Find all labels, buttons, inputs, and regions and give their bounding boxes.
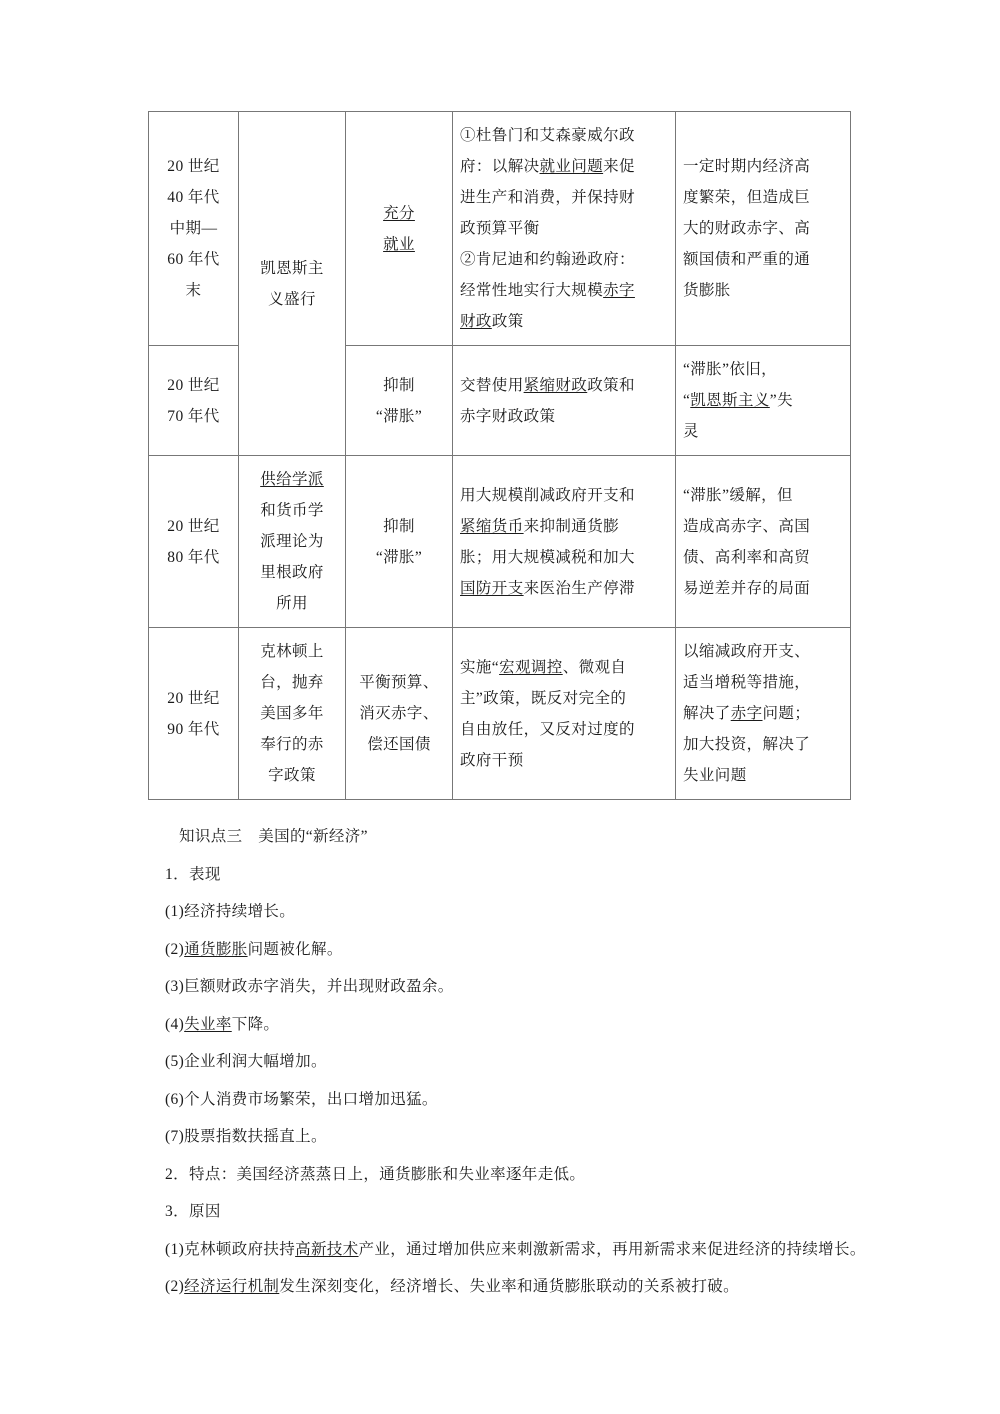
result-line: 适当增税等措施，: [683, 674, 811, 691]
list-item: (4)失业率下降。: [165, 1015, 280, 1033]
section-2: 2．特点：美国经济蒸蒸日上，通货膨胀和失业率逐年走低。: [165, 1165, 586, 1183]
result-line: 度繁荣，但造成巨: [683, 189, 811, 206]
list-item: (1)经济持续增长。: [165, 903, 296, 920]
theory-line: 字政策: [268, 767, 316, 784]
period-line: 末: [185, 282, 202, 299]
period-line: 中期—: [169, 220, 218, 237]
measure-line: 胀；用大规模减税和加大: [460, 548, 635, 566]
list-item: (1)克林顿政府扶持高新技术产业，通过增加供应来刺激新需求，再用新需求来促进经济的持续增长。: [165, 1240, 866, 1258]
result-line: 灵: [683, 423, 699, 440]
measure-line: 实施“宏观调控、微观自: [460, 658, 627, 676]
theory-line: 所用: [276, 595, 308, 612]
cell-goal-balanced-budget: [346, 628, 453, 800]
period-line: 20 世纪: [167, 158, 220, 175]
us-economic-policy-table: [148, 111, 851, 800]
result-line: 一定时期内经济高: [683, 158, 811, 175]
cell-measure-1990s: [453, 628, 676, 800]
theory-line: 里根政府: [260, 564, 324, 581]
measure-line: 政府干预: [460, 751, 524, 769]
measure-line: 交替使用紧缩财政政策和: [460, 376, 635, 394]
cell-period-1990s: [149, 628, 239, 800]
result-line: 以缩减政府开支、: [683, 643, 811, 660]
result-line: 解决了赤字问题；: [683, 705, 811, 722]
cell-measure-1970s: [453, 346, 676, 456]
list-item: (2)通货膨胀问题被化解。: [165, 940, 343, 958]
cell-result-1990s: [676, 628, 851, 800]
goal-line: 消灭赤字、: [359, 705, 439, 722]
result-line: 额国债和严重的通: [683, 251, 811, 268]
theory-line: 派理论为: [260, 533, 324, 550]
theory-line-underlined: 供给学派: [260, 471, 324, 488]
theory-line: 义盛行: [268, 290, 316, 308]
cell-goal-curb-stagflation-80s: [346, 456, 453, 628]
goal-line: 抑制: [383, 517, 415, 535]
result-line: “凯恩斯主义”失: [683, 392, 793, 409]
section-1-title: 1．表现: [165, 865, 221, 883]
measure-line: 自由放任，又反对过度的: [460, 720, 635, 738]
measure-line: 政预算平衡: [460, 220, 540, 237]
measure-line: 国防开支来医治生产停滞: [460, 579, 635, 597]
section-3-title: 3．原因: [165, 1203, 221, 1220]
goal-line: “滞胀”: [375, 548, 423, 566]
list-item: (2)经济运行机制发生深刻变化，经济增长、失业率和通货膨胀联动的关系被打破。: [165, 1278, 739, 1295]
period-line: 80 年代: [167, 548, 220, 566]
theory-line: 美国多年: [260, 705, 324, 722]
measure-line: 主”政策，既反对完全的: [460, 689, 627, 707]
measure-line: 财政政策: [460, 313, 524, 330]
theory-line: 凯恩斯主: [260, 259, 324, 277]
goal-line-underlined: 就业: [383, 235, 415, 253]
theory-line: 台，抛弃: [260, 674, 324, 691]
measure-line: 府：以解决就业问题来促: [460, 158, 635, 175]
goal-line: 抑制: [383, 376, 415, 394]
cell-period-1970s: [149, 346, 239, 456]
result-line: 债、高利率和高贸: [683, 548, 811, 566]
theory-line: 和货币学: [260, 502, 324, 519]
theory-line: 克林顿上: [260, 643, 324, 660]
measure-line: 赤字财政政策: [460, 407, 556, 425]
cell-theory-supply-side: [239, 456, 346, 628]
list-item: (7)股票指数扶摇直上。: [165, 1128, 327, 1145]
cell-period-1980s: [149, 456, 239, 628]
period-line: 70 年代: [167, 407, 220, 425]
period-line: 40 年代: [167, 189, 220, 206]
measure-line: 进生产和消费，并保持财: [460, 189, 635, 206]
period-line: 90 年代: [167, 720, 220, 738]
measure-line: 经常性地实行大规模赤字: [460, 282, 635, 299]
goal-line: 平衡预算、: [359, 674, 439, 691]
goal-line: “滞胀”: [375, 407, 423, 425]
cell-goal-curb-stagflation-70s: [346, 346, 453, 456]
table-row: [149, 456, 851, 628]
measure-line: ②肯尼迪和约翰逊政府：: [460, 251, 635, 268]
goal-line: 偿还国债: [367, 736, 431, 753]
result-line: 易逆差并存的局面: [683, 579, 811, 597]
measure-line: 用大规模削减政府开支和: [460, 486, 635, 504]
list-item: (5)企业利润大幅增加。: [165, 1053, 327, 1070]
result-line: 失业问题: [683, 767, 747, 784]
cell-goal-full-employment: [346, 112, 453, 346]
table-row: [149, 628, 851, 800]
theory-line: 奉行的赤: [260, 736, 324, 753]
cell-theory-clinton: [239, 628, 346, 800]
cell-result-1980s: [676, 456, 851, 628]
result-line: “滞胀”依旧，: [683, 361, 778, 378]
period-line: 20 世纪: [167, 517, 220, 535]
cell-measure-1940s: [453, 112, 676, 346]
cell-period-1940s: [149, 112, 239, 346]
period-line: 60 年代: [167, 251, 220, 268]
goal-line-underlined: 充分: [383, 204, 415, 222]
measure-line: 紧缩货币来抑制通货膨: [460, 517, 620, 535]
section-heading: 知识点三 美国的“新经济”: [179, 828, 368, 845]
cell-theory-keynesian: [239, 112, 346, 456]
list-item: (3)巨额财政赤字消失，并出现财政盈余。: [165, 978, 454, 995]
period-line: 20 世纪: [167, 376, 220, 394]
result-line: 加大投资，解决了: [683, 736, 811, 753]
period-line: 20 世纪: [167, 689, 220, 707]
cell-measure-1980s: [453, 456, 676, 628]
result-line: “滞胀”缓解，但: [683, 486, 793, 504]
cell-result-1970s: [676, 346, 851, 456]
table-row: [149, 112, 851, 346]
result-line: 大的财政赤字、高: [683, 220, 811, 237]
cell-result-1940s: [676, 112, 851, 346]
list-item: (6)个人消费市场繁荣，出口增加迅猛。: [165, 1090, 438, 1108]
notes-body: [148, 818, 868, 1306]
measure-line: ①杜鲁门和艾森豪威尔政: [460, 127, 635, 144]
result-line: 造成高赤字、高国: [683, 517, 811, 535]
result-line: 货膨胀: [683, 282, 731, 299]
